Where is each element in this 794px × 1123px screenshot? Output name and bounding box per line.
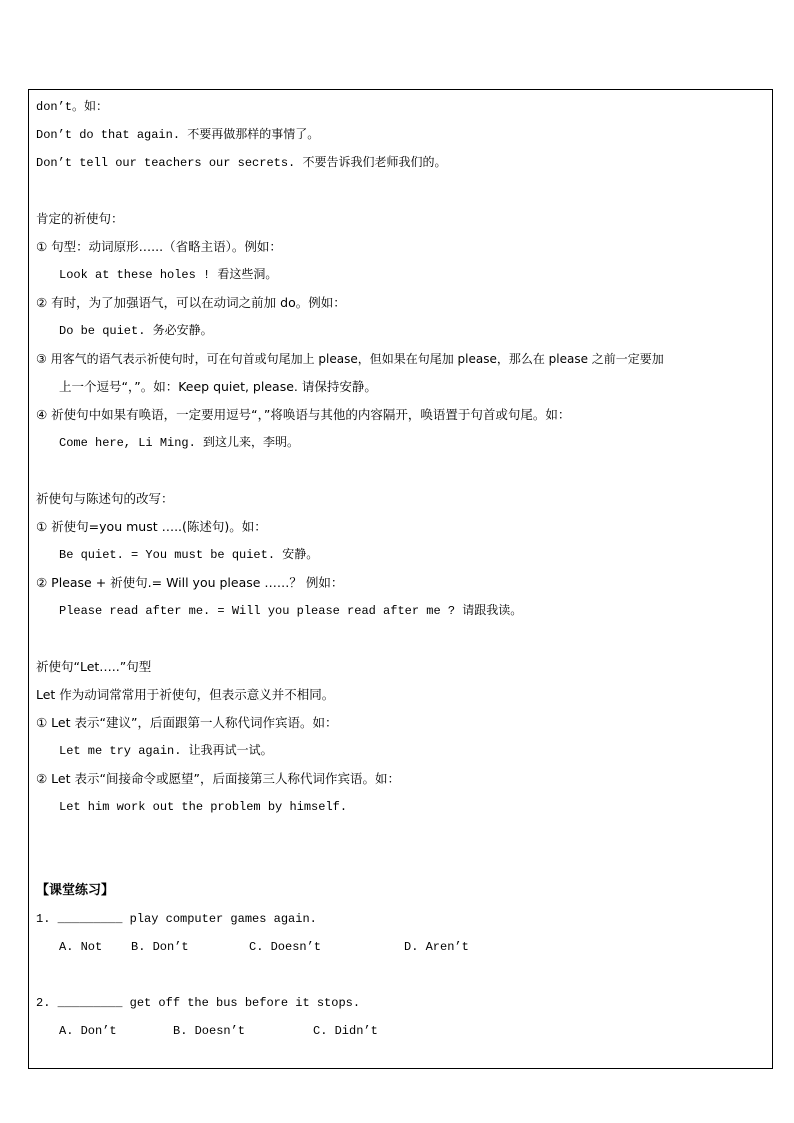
text-line: Don’t do that again. 不要再做那样的事情了。 [36,128,320,142]
rule-item: ③ 用客气的语气表示祈使句时，可在句首或句尾加上 please，但如果在句尾加 please，那么在 please 之前一定要加 [36,352,664,366]
option-d: D. Aren’t [404,940,469,954]
option-a: A. Not [59,940,103,954]
rule-item: ② Please + 祈使句.= Will you please ……？ 例如： [36,575,344,590]
rule-item: ② Let 表示“间接命令或愿望”，后面接第三人称代词作宾语。如： [36,771,400,786]
option-a: A. Don’t [59,1024,117,1038]
example-line: Let me try again. 让我再试一试。 [59,744,273,758]
example-line: Let him work out the problem by himself. [59,800,348,814]
example-line: Do be quiet. 务必安静。 [59,324,213,338]
question-2: 2. _________ get off the bus before it stops. [36,996,361,1010]
example-line: Come here, Li Ming. 到这儿来，李明。 [59,436,300,450]
rule-item-continued: 上一个逗号“，”。如：Keep quiet, please. 请保持安静。 [59,379,377,394]
rule-item: ② 有时，为了加强语气，可以在动词之前加 do。例如： [36,295,346,310]
question-1-options [59,939,469,955]
option-b: B. Don’t [131,940,189,954]
rule-item: ④ 祈使句中如果有唤语，一定要用逗号“，”将唤语与其他的内容隔开，唤语置于句首或句尾。如： [36,407,571,422]
option-c: C. Didn’t [313,1024,378,1038]
exercise-heading: 【课堂练习】 [36,883,115,898]
example-line: Please read after me. = Will you please read after me ? 请跟我读。 [59,604,523,618]
section-heading: 祈使句“Let…..”句型 [36,659,152,674]
question-1: 1. _________ play computer games again. [36,912,317,926]
text-line: Don’t tell our teachers our secrets. 不要告诉我们老师我们的。 [36,156,447,170]
example-line: Be quiet. = You must be quiet. 安静。 [59,548,319,562]
option-b: B. Doesn’t [173,1024,246,1038]
example-line: Look at these holes ! 看这些洞。 [59,268,278,282]
section-heading: 祈使句与陈述句的改写： [36,491,174,506]
rule-item: ① 句型：动词原形…...（省略主语）。例如： [36,239,282,254]
rule-text: Let 作为动词常常用于祈使句，但表示意义并不相同。 [36,687,335,702]
option-c: C. Doesn’t [249,940,322,954]
rule-item: ① 祈使句=you must …..(陈述句)。如： [36,519,267,534]
rule-item: ① Let 表示“建议”，后面跟第一人称代词作宾语。如： [36,715,338,730]
text-line: don’t。如： [36,100,109,114]
question-2-options [59,1023,378,1039]
section-heading: 肯定的祈使句： [36,211,124,226]
